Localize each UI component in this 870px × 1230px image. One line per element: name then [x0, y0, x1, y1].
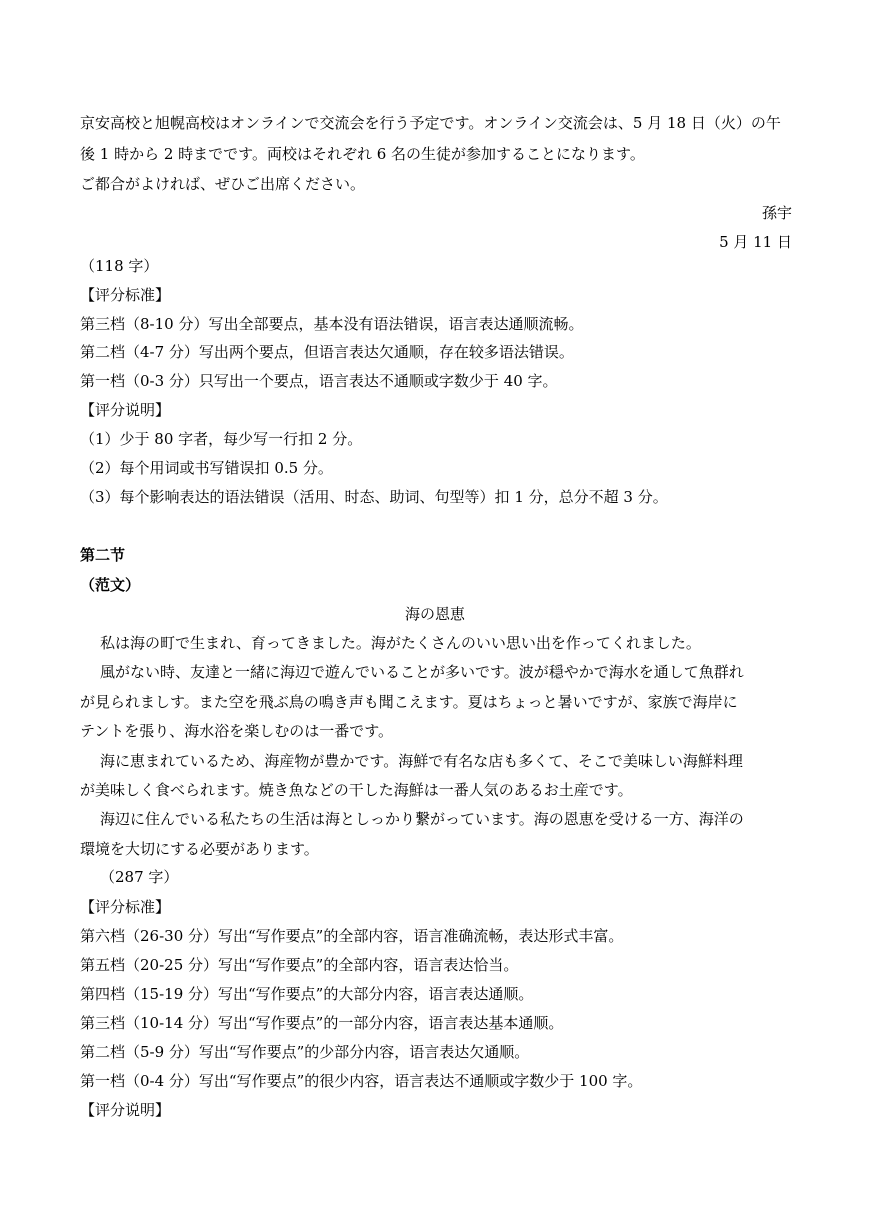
note-item: （3）每个影响表达的语法错误（活用、时态、助词、句型等）扣 1 分，总分不超 3 分。: [80, 488, 668, 506]
note-item: （2）每个用词或书写错误扣 0.5 分。: [80, 459, 333, 477]
criteria-item: 第四档（15-19 分）写出“写作要点”的大部分内容，语言表达通顺。: [80, 985, 534, 1003]
notes-header: 【评分说明】: [80, 401, 171, 419]
word-count: （287 字）: [100, 868, 179, 886]
criteria-header: 【评分标准】: [80, 286, 171, 304]
essay-title: 海の恩恵: [404, 605, 465, 623]
criteria-item: 第二档（4-7 分）写出两个要点，但语言表达欠通顺，存在较多语法错误。: [80, 343, 574, 361]
essay-line: 海に恵まれているため、海産物が豊かです。海鮮で有名な店も多くて、そこで美味しい海鮮料理: [100, 752, 743, 770]
criteria-item: 第五档（20-25 分）写出“写作要点”的全部内容，语言表达恰当。: [80, 956, 519, 974]
criteria-item: 第一档（0-3 分）只写出一个要点，语言表达不通顺或字数少于 40 字。: [80, 372, 558, 390]
sample-label: （范文）: [80, 576, 141, 594]
essay-line: テントを張り、海水浴を楽しむのは一番です。: [80, 722, 394, 740]
criteria-item: 第二档（5-9 分）写出“写作要点”的少部分内容，语言表达欠通顺。: [80, 1043, 530, 1061]
criteria-item: 第六档（26-30 分）写出“写作要点”的全部内容，语言准确流畅，表达形式丰富。: [80, 927, 624, 945]
criteria-item: 第一档（0-4 分）写出“写作要点”的很少内容，语言表达不通顺或字数少于 100 字。: [80, 1072, 643, 1090]
essay-line: が美味しく食べられます。焼き魚などの干した海鮮は一番人気のあるお土産です。: [80, 781, 633, 799]
essay-line: 風がない時、友達と一緒に海辺で遊んでいることが多いです。波が穏やかで海水を通して魚群れ: [100, 663, 744, 681]
letter-date: 5 月 11 日: [719, 233, 792, 251]
signature: 孫宇: [761, 204, 792, 222]
notes-header: 【评分说明】: [80, 1101, 171, 1119]
word-count: （118 字）: [80, 257, 159, 275]
criteria-item: 第三档（10-14 分）写出“写作要点”的一部分内容，语言表达基本通顺。: [80, 1014, 564, 1032]
criteria-header: 【评分标准】: [80, 898, 171, 916]
essay-line: 海辺に住んでいる私たちの生活は海としっかり繋がっています。海の恩恵を受ける一方、海洋の: [100, 810, 744, 828]
criteria-item: 第三档（8-10 分）写出全部要点，基本没有语法错误，语言表达通顺流畅。: [80, 315, 584, 333]
note-item: （1）少于 80 字者，每少写一行扣 2 分。: [80, 430, 363, 448]
letter-line: ご都合がよければ、ぜひご出席ください。: [80, 175, 366, 193]
section-heading: 第二节: [80, 546, 126, 564]
essay-line: 環境を大切にする必要があります。: [80, 840, 319, 858]
essay-line: が見られましす。また空を飛ぶ鳥の鳴き声も聞こえます。夏はちょっと暑いですが、家族で海岸に: [80, 693, 738, 711]
letter-line: 京安高校と旭幌高校はオンラインで交流会を行う予定です。オンライン交流会は、5 月 18 日（火）の午: [80, 114, 781, 132]
letter-line: 後 1 時から 2 時までです。両校はそれぞれ 6 名の生徒が参加することになります。: [80, 145, 645, 163]
essay-line: 私は海の町で生まれ、育ってきました。海がたくさんのいい思い出を作ってくれました。: [100, 634, 701, 652]
